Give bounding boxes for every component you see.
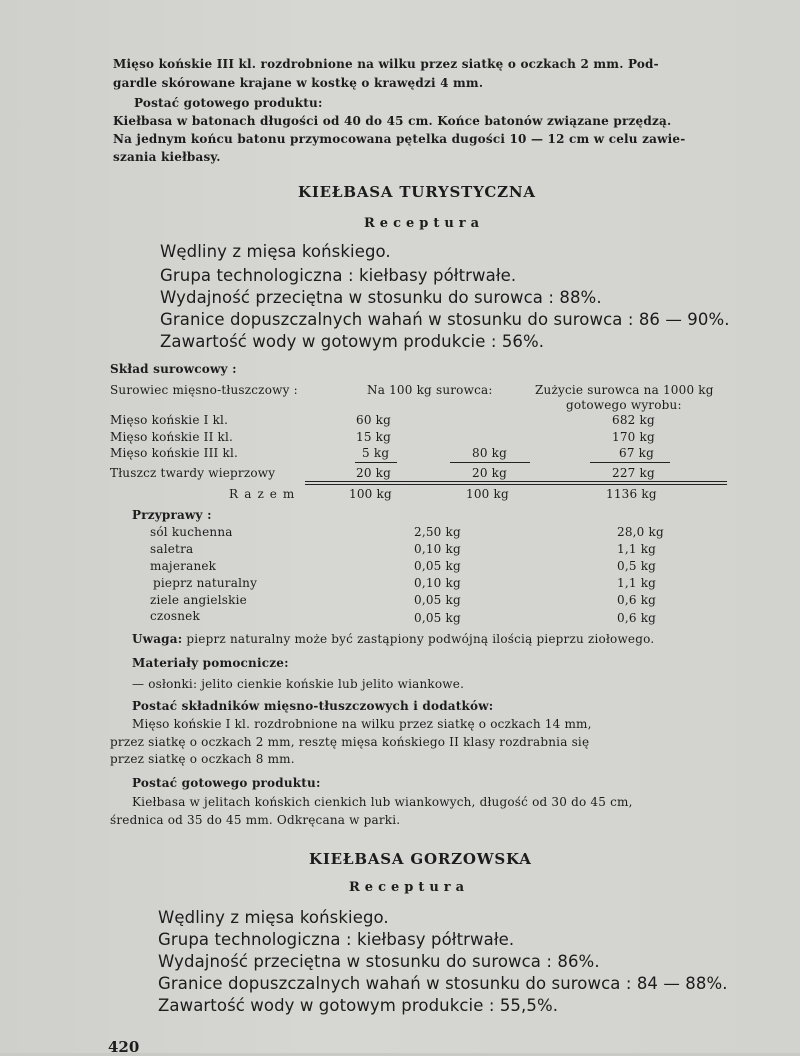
top-finished-line-2: Na jednym końcu batonu przymocowana pętelka dugości 10 — 12 cm w celu zawie- <box>113 132 686 146</box>
raw-materials-heading: Skład surowcowy : <box>110 362 237 376</box>
info-line: Zawartość wody w gotowym produkcie : 55,5%. <box>158 996 559 1015</box>
prep-line-3: przez siatkę o oczkach 8 mm. <box>110 752 295 766</box>
top-finished-line-3: szania kiełbasy. <box>113 150 221 164</box>
top-finished-line-1: Kiełbasa w batonach długości od 40 do 45 cm. Końce batonów związane przędzą. <box>113 114 672 128</box>
finished-line-1: Kiełbasa w jelitach końskich cienkich lub wiankowych, długość od 30 do 45 cm, <box>132 795 633 809</box>
prep-line-2: przez siatkę o oczkach 2 mm, resztę mięsa końskiego II klasy rozdrabnia się <box>110 735 590 749</box>
spice-name: ziele angielskie <box>150 593 247 607</box>
spice-per100: 0,05 kg <box>414 559 461 573</box>
table-rule <box>355 462 397 463</box>
info-line: Wydajność przeciętna w stosunku do surowca : 88%. <box>160 288 602 307</box>
table-cell-subtotal: 80 kg <box>472 446 508 460</box>
info-line: Granice dopuszczalnych wahań w stosunku do surowca : 86 — 90%. <box>160 310 730 329</box>
spice-per100: 0,05 kg <box>414 611 461 625</box>
table-header-col3: Zużycie surowca na 1000 kg <box>535 383 714 397</box>
table-row-name: Mięso końskie I kl. <box>110 413 229 427</box>
info-line: Granice dopuszczalnych wahań w stosunku do surowca : 84 — 88%. <box>158 974 728 993</box>
table-cell-per1000: 67 kg <box>619 446 655 460</box>
spice-per1000: 1,1 kg <box>617 576 657 590</box>
info-line: Grupa technologiczna : kiełbasy półtrwałe. <box>158 930 515 949</box>
table-cell-per100: 15 kg <box>356 430 392 444</box>
table-row-name: Mięso końskie III kl. <box>110 446 238 460</box>
table-row-name: Tłuszcz twardy wieprzowy <box>110 466 276 480</box>
section-title-gorzowska: KIEŁBASA GORZOWSKA <box>309 850 532 868</box>
table-total-label: Razem <box>229 487 301 501</box>
info-line: Wędliny z mięsa końskiego. <box>158 908 389 927</box>
spice-per100: 2,50 kg <box>414 525 461 539</box>
table-cell-per1000: 227 kg <box>612 466 655 480</box>
finished-heading: Postać gotowego produktu: <box>132 776 321 790</box>
prep-heading: Postać składników mięsno-tłuszczowych i dodatków: <box>132 699 494 713</box>
note-text: pieprz naturalny może być zastąpiony podwójną ilością pieprzu ziołowego. <box>186 632 655 646</box>
info-line: Zawartość wody w gotowym produkcie : 56%. <box>160 332 545 351</box>
spice-per1000: 28,0 kg <box>617 525 664 539</box>
recipe-heading-turystyczna: Receptura <box>364 216 485 231</box>
table-header-col3-line2: gotowego wyrobu: <box>566 398 682 412</box>
table-total-per100: 100 kg <box>349 487 392 501</box>
top-paragraph-line-1: Mięso końskie III kl. rozdrobnione na wilku przez siatkę o oczkach 2 mm. Pod- <box>113 57 659 71</box>
aux-materials-text: — osłonki: jelito cienkie końskie lub jelito wiankowe. <box>132 677 465 691</box>
table-cell-per1000: 170 kg <box>612 430 655 444</box>
table-total-per1000: 1136 kg <box>606 487 657 501</box>
spice-name: sól kuchenna <box>150 525 233 539</box>
table-rule <box>590 462 670 463</box>
finished-line-2: średnica od 35 do 45 mm. Odkręcana w parki. <box>110 813 401 827</box>
table-row-name: Mięso końskie II kl. <box>110 430 234 444</box>
spice-per100: 0,10 kg <box>414 576 461 590</box>
table-cell-per100: 60 kg <box>356 413 392 427</box>
table-rule <box>450 462 530 463</box>
table-cell-per100: 20 kg <box>356 466 392 480</box>
table-header-col2: Na 100 kg surowca: <box>367 383 493 397</box>
table-total-subtotal: 100 kg <box>466 487 509 501</box>
info-line: Grupa technologiczna : kiełbasy półtrwałe. <box>160 266 517 285</box>
info-line: Wydajność przeciętna w stosunku do surowca : 86%. <box>158 952 600 971</box>
spice-per100: 0,10 kg <box>414 542 461 556</box>
spice-name: pieprz naturalny <box>153 576 258 590</box>
aux-materials-heading: Materiały pomocnicze: <box>132 656 289 670</box>
page-number: 420 <box>108 1038 140 1056</box>
spice-name: saletra <box>150 542 194 556</box>
table-cell-per100: 5 kg <box>362 446 390 460</box>
table-header-col1: Surowiec mięsno-tłuszczowy : <box>110 383 298 397</box>
spice-per1000: 0,5 kg <box>617 559 657 573</box>
spice-per1000: 0,6 kg <box>617 593 657 607</box>
table-cell-per1000: 682 kg <box>612 413 655 427</box>
recipe-heading-gorzowska: Receptura <box>349 880 470 895</box>
top-finished-heading: Postać gotowego produktu: <box>134 96 323 110</box>
top-paragraph-line-2: gardle skórowane krajane w kostkę o krawędzi 4 mm. <box>113 76 484 90</box>
note <box>132 632 654 646</box>
table-rule <box>305 481 727 482</box>
note-label: Uwaga: <box>132 632 183 646</box>
spice-name: majeranek <box>150 559 217 573</box>
spice-per1000: 0,6 kg <box>617 611 657 625</box>
table-rule <box>305 484 727 485</box>
info-line: Wędliny z mięsa końskiego. <box>160 242 391 261</box>
table-cell-subtotal: 20 kg <box>472 466 508 480</box>
prep-line-1: Mięso końskie I kl. rozdrobnione na wilku przez siatkę o oczkach 14 mm, <box>132 717 592 731</box>
section-title-turystyczna: KIEŁBASA TURYSTYCZNA <box>298 183 536 201</box>
spices-heading: Przyprawy : <box>132 508 212 522</box>
spice-name: czosnek <box>150 609 200 623</box>
spice-per100: 0,05 kg <box>414 593 461 607</box>
spice-per1000: 1,1 kg <box>617 542 657 556</box>
